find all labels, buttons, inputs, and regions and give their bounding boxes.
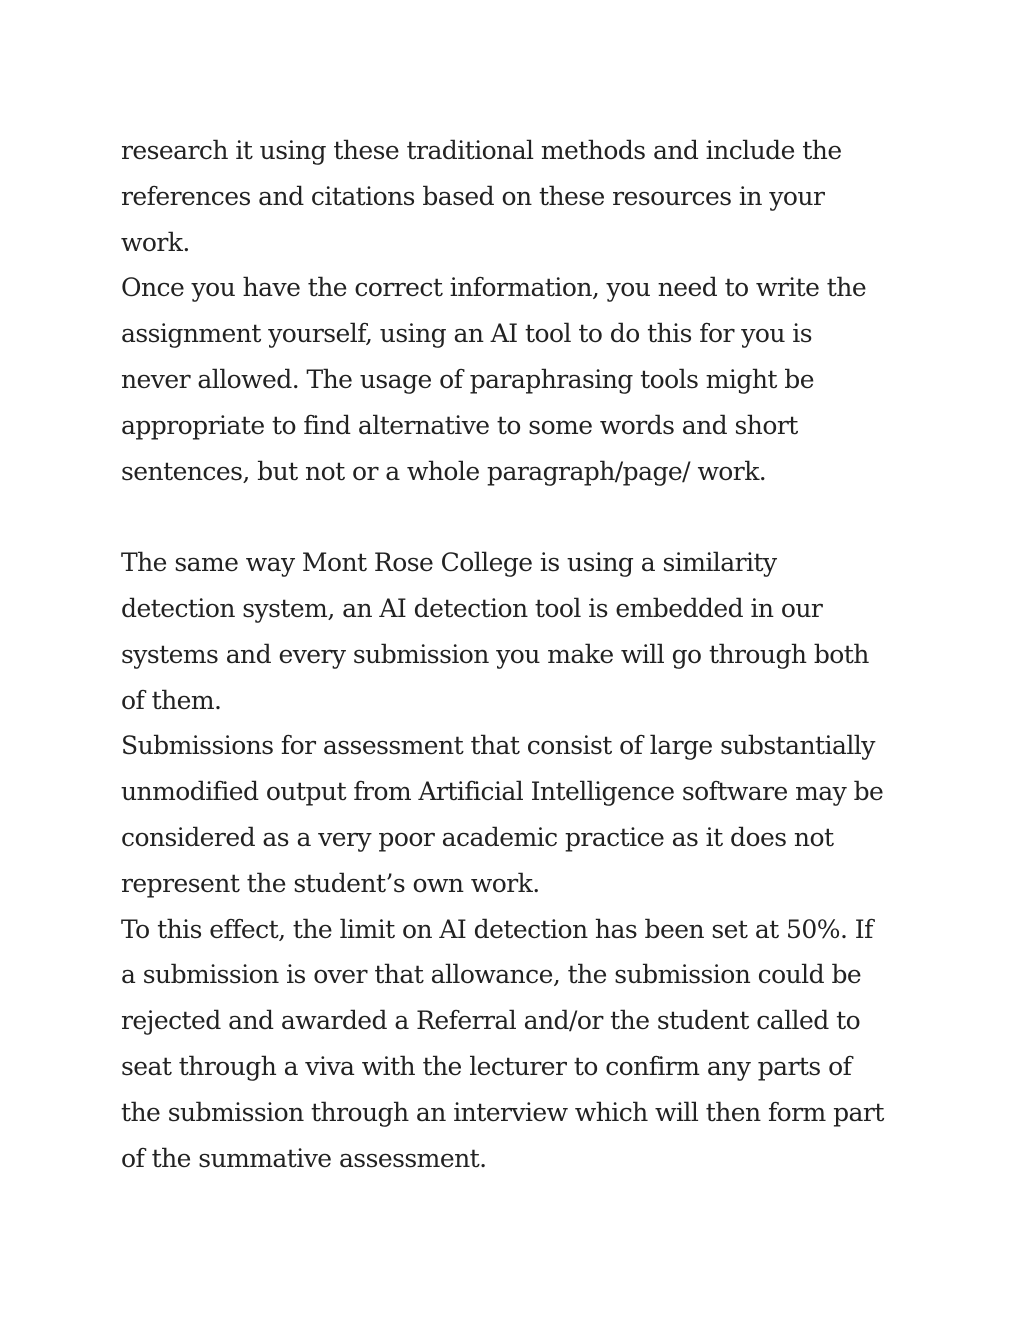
- text-line: considered as a very poor academic practice as it does not: [121, 822, 834, 852]
- text-line: the submission through an interview which will then form part: [121, 1097, 884, 1127]
- text-line: rejected and awarded a Referral and/or the student called to: [121, 1006, 861, 1036]
- text-line: represent the student’s own work.: [121, 868, 540, 898]
- paragraph-research: [121, 128, 921, 265]
- text-line: assignment yourself, using an AI tool to do this for you is: [121, 319, 813, 349]
- text-line: Once you have the correct information, you need to write the: [121, 273, 867, 303]
- paragraph-ai-limit: [121, 907, 921, 1182]
- text-line: never allowed. The usage of paraphrasing tools might be: [121, 364, 814, 394]
- paragraph-detection-system: [121, 540, 921, 723]
- text-line: references and citations based on these resources in your: [121, 181, 825, 211]
- text-line: detection system, an AI detection tool is embedded in our: [121, 593, 823, 623]
- text-line: seat through a viva with the lecturer to confirm any parts of: [121, 1051, 852, 1081]
- text-line: work.: [121, 227, 190, 257]
- text-line: appropriate to find alternative to some words and short: [121, 410, 798, 440]
- text-line: a submission is over that allowance, the submission could be: [121, 960, 862, 990]
- text-line: sentences, but not or a whole paragraph/page/ work.: [121, 456, 767, 486]
- paragraph-spacer: [121, 494, 921, 540]
- text-line: research it using these traditional methods and include the: [121, 136, 842, 165]
- document-body: [121, 128, 921, 1181]
- text-line: of them.: [121, 685, 222, 715]
- text-line: The same way Mont Rose College is using a similarity: [121, 548, 777, 578]
- text-line: Submissions for assessment that consist of large substantially: [121, 731, 875, 761]
- paragraph-submissions: [121, 723, 921, 906]
- text-line: of the summative assessment.: [121, 1143, 487, 1173]
- text-line: To this effect, the limit on AI detection has been set at 50%. If: [121, 914, 873, 944]
- text-line: unmodified output from Artificial Intelligence software may be: [121, 777, 884, 807]
- text-line: systems and every submission you make will go through both: [121, 639, 869, 669]
- paragraph-write-yourself: [121, 265, 921, 494]
